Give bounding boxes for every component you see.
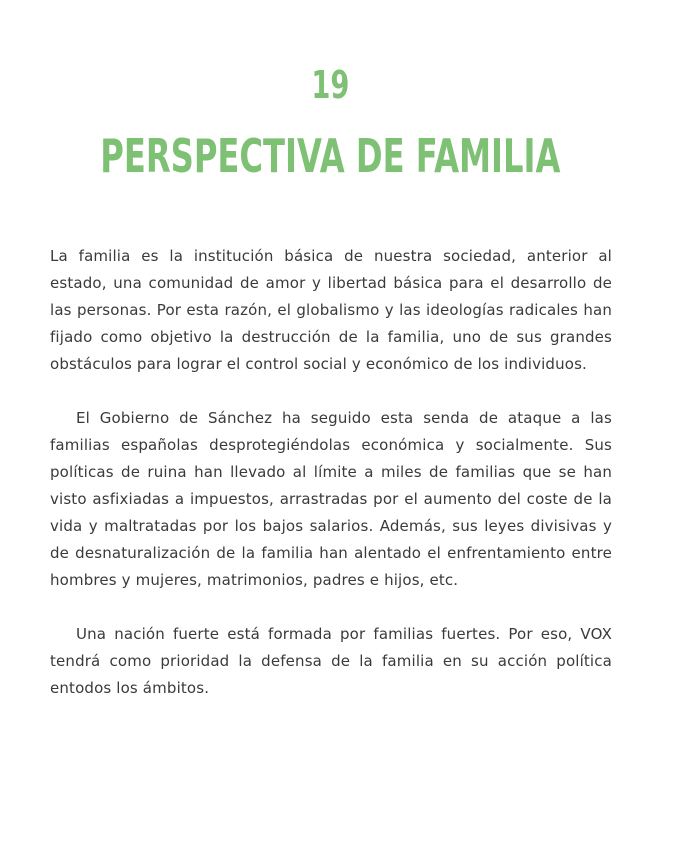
body-text: [50, 243, 612, 729]
chapter-title: PERSPECTIVA DE FAMILIA: [100, 129, 561, 183]
paragraph-2: El Gobierno de Sánchez ha seguido esta senda de ataque a las familias españolas desprotegiéndolas económica y socialmente. Sus políticas de ruina han llevado al límite a miles de familias que se han visto asfixiadas a impuestos, arrastradas por el aumento del coste de la vida y maltratadas por los bajos salarios. Además, sus leyes divisivas y de desnaturalización de la familia han alentado el enfrentamiento entre hombres y mujeres, matrimonios, padres e hijos, etc.: [50, 409, 612, 589]
paragraph-1: La familia es la institución básica de nuestra sociedad, anterior al estado, una comunidad de amor y libertad básica para el desarrollo de las personas. Por esta razón, el globalismo y las ideologías radicales han fijado como objetivo la destrucción de la familia, uno de sus grandes obstáculos para lograr el control social y económico de los individuos.: [50, 247, 612, 373]
chapter-number: 19: [311, 63, 350, 107]
paragraph-3: Una nación fuerte está formada por familias fuertes. Por eso, VOX tendrá como prioridad la defensa de la familia en su acción política entodos los ámbitos.: [50, 625, 612, 697]
